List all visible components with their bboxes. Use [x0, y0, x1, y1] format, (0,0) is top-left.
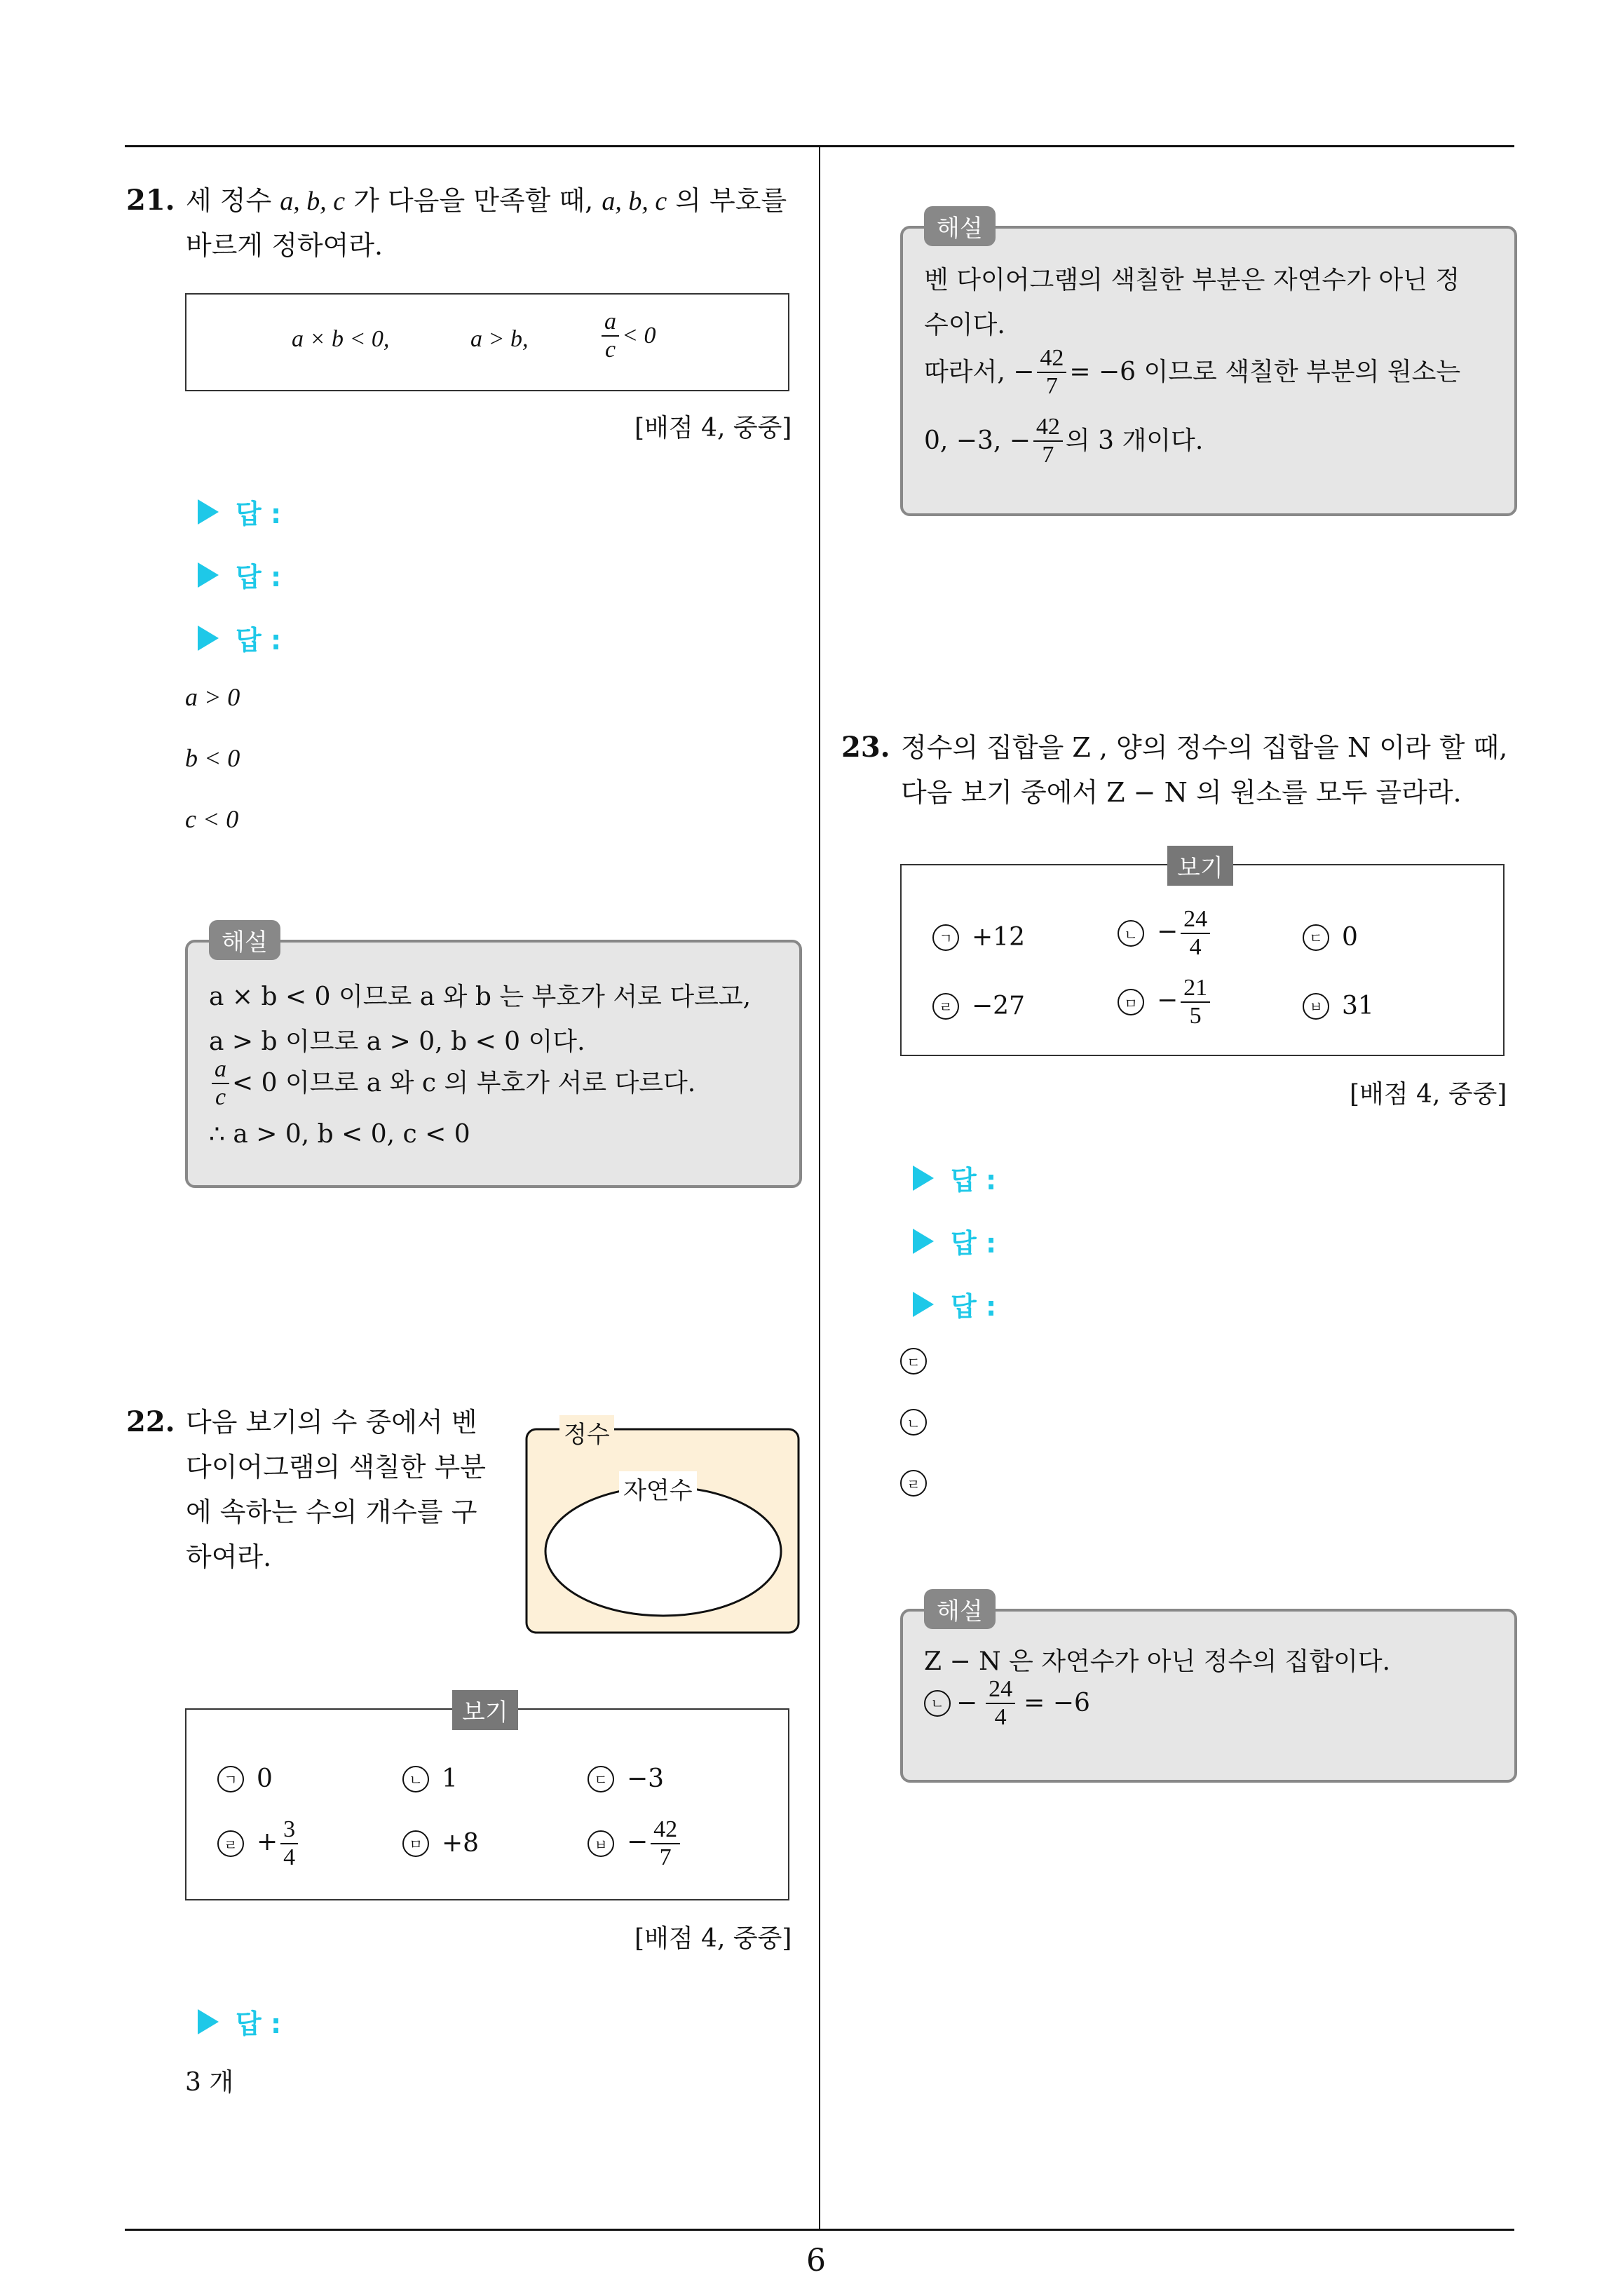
q23-score: [배점 4, 중중] [1350, 1080, 1507, 1109]
q22-solution-tag: 해설 [924, 206, 996, 246]
q21-answer-1: 답 : [198, 492, 281, 531]
q23-stem-line2: 다음 보기 중에서 Z − N 의 원소를 모두 골라라. [901, 777, 1462, 808]
q21-answer-3: 답 : [198, 619, 281, 657]
q22-score: [배점 4, 중중] [634, 1924, 792, 1953]
q22-venn-diagram [524, 1414, 802, 1635]
q22-sol-line3: 따라서, − $\frac{42}{7}$ = −6 이므로 색칠한 부분의 원소는 [924, 345, 1461, 399]
q23-item-1: ㄱ +12 [932, 923, 1025, 952]
q21-condition-box [185, 293, 789, 391]
answer-arrow-icon [198, 626, 219, 651]
q21-answer-value-3: c < 0 [185, 805, 239, 833]
q23-item-6: ㅂ 31 [1303, 992, 1374, 1020]
q23-answer-value-2: ㄴ [900, 1409, 927, 1436]
q21-number: 21. [126, 184, 175, 217]
q23-item-3: ㄷ 0 [1303, 923, 1358, 952]
q23-answer-3: 답 : [913, 1285, 996, 1323]
bottom-rule [125, 2229, 1514, 2231]
q22-stem-line3: 에 속하는 수의 개수를 구 [186, 1497, 477, 1527]
answer-arrow-icon [198, 2009, 219, 2034]
q21-answer-value-2: b < 0 [185, 744, 240, 772]
q21-sol-line1: a × b < 0 이므로 a 와 b 는 부호가 서로 다르고, [209, 982, 752, 1011]
q22-number: 22. [126, 1405, 175, 1438]
q23-bogi-box [900, 864, 1505, 1056]
q23-item-5: ㅁ − $\frac{21}{5}$ [1118, 975, 1213, 1029]
q23-number: 23. [841, 731, 890, 764]
q21-answer-2: 답 : [198, 555, 281, 594]
q22-bogi-tag: 보기 [452, 1690, 518, 1730]
q23-answer-value-3: ㄹ [900, 1470, 927, 1497]
page-number: 6 [806, 2243, 826, 2278]
q23-sol-line1: Z − N 은 자연수가 아닌 정수의 집합이다. [924, 1647, 1391, 1676]
q21-stem-line1: 세 정수 a, b, c 가 다음을 만족할 때, a, b, c 의 부호를 [186, 185, 787, 216]
q23-bogi-tag: 보기 [1167, 846, 1233, 886]
answer-arrow-icon [913, 1166, 934, 1191]
q22-stem-line4: 하여라. [186, 1541, 272, 1572]
q23-item-2: ㄴ − $\frac{24}{4}$ [1118, 906, 1213, 961]
q23-sol-line2: ㄴ − $\frac{24}{4}$ = −6 [924, 1676, 1090, 1731]
q22-solution-box [900, 226, 1517, 516]
answer-arrow-icon [198, 562, 219, 588]
q22-item-1: ㄱ 0 [217, 1764, 273, 1793]
q21-sol-line3: $\frac{a}{c}$ < 0 이므로 a 와 c 의 부호가 서로 다르다. [209, 1056, 695, 1111]
q22-sol-line4: 0, −3, − $\frac{42}{7}$ 의 3 개이다. [924, 414, 1204, 468]
q21-solution-box [185, 940, 802, 1188]
q22-answer: 답 : [198, 2002, 281, 2041]
q23-answer-value-1: ㄷ [900, 1348, 927, 1375]
q22-item-3: ㄷ −3 [588, 1764, 664, 1793]
q23-item-4: ㄹ −27 [932, 992, 1025, 1020]
q22-sol-line1: 벤 다이어그램의 색칠한 부분은 자연수가 아닌 정 [924, 266, 1460, 295]
q22-sol-line2: 수이다. [924, 311, 1005, 339]
q23-answer-2: 답 : [913, 1222, 996, 1260]
q21-stem-line2: 바르게 정하여라. [186, 230, 383, 261]
q22-bogi-box [185, 1708, 789, 1900]
q21-cond2: a > b, [470, 326, 529, 352]
q21-sol-line2: a > b 이므로 a > 0, b < 0 이다. [209, 1027, 585, 1056]
q21-cond3: $\frac{a}{c}$ < 0 [599, 309, 656, 363]
q23-solution-tag: 해설 [924, 1589, 996, 1629]
column-divider [819, 145, 820, 2230]
q21-solution-tag: 해설 [209, 920, 280, 960]
q22-item-4: ㄹ + $\frac{3}{4}$ [217, 1816, 301, 1871]
q23-stem-line1: 정수의 집합을 Z , 양의 정수의 집합을 N 이라 할 때, [901, 732, 1508, 763]
venn-inner-label: 자연수 [619, 1471, 697, 1506]
q23-solution-box [900, 1609, 1517, 1783]
q21-score: [배점 4, 중중] [634, 414, 792, 443]
q21-sol-line4: ∴ a > 0, b < 0, c < 0 [209, 1120, 470, 1149]
q22-stem-line2: 다이어그램의 색칠한 부분 [186, 1452, 486, 1483]
answer-arrow-icon [198, 499, 219, 525]
answer-arrow-icon [913, 1292, 934, 1317]
q22-answer-value: 3 개 [185, 2068, 234, 2097]
q22-item-5: ㅁ +8 [402, 1829, 479, 1858]
q22-item-2: ㄴ 1 [402, 1764, 458, 1793]
venn-outer-label: 정수 [559, 1415, 614, 1450]
q21-cond1: a × b < 0, [292, 326, 390, 352]
q22-item-6: ㅂ − $\frac{42}{7}$ [588, 1816, 683, 1871]
answer-arrow-icon [913, 1229, 934, 1254]
q23-answer-1: 답 : [913, 1159, 996, 1197]
q22-stem-line1: 다음 보기의 수 중에서 벤 [186, 1407, 477, 1438]
q21-answer-value-1: a > 0 [185, 683, 240, 711]
